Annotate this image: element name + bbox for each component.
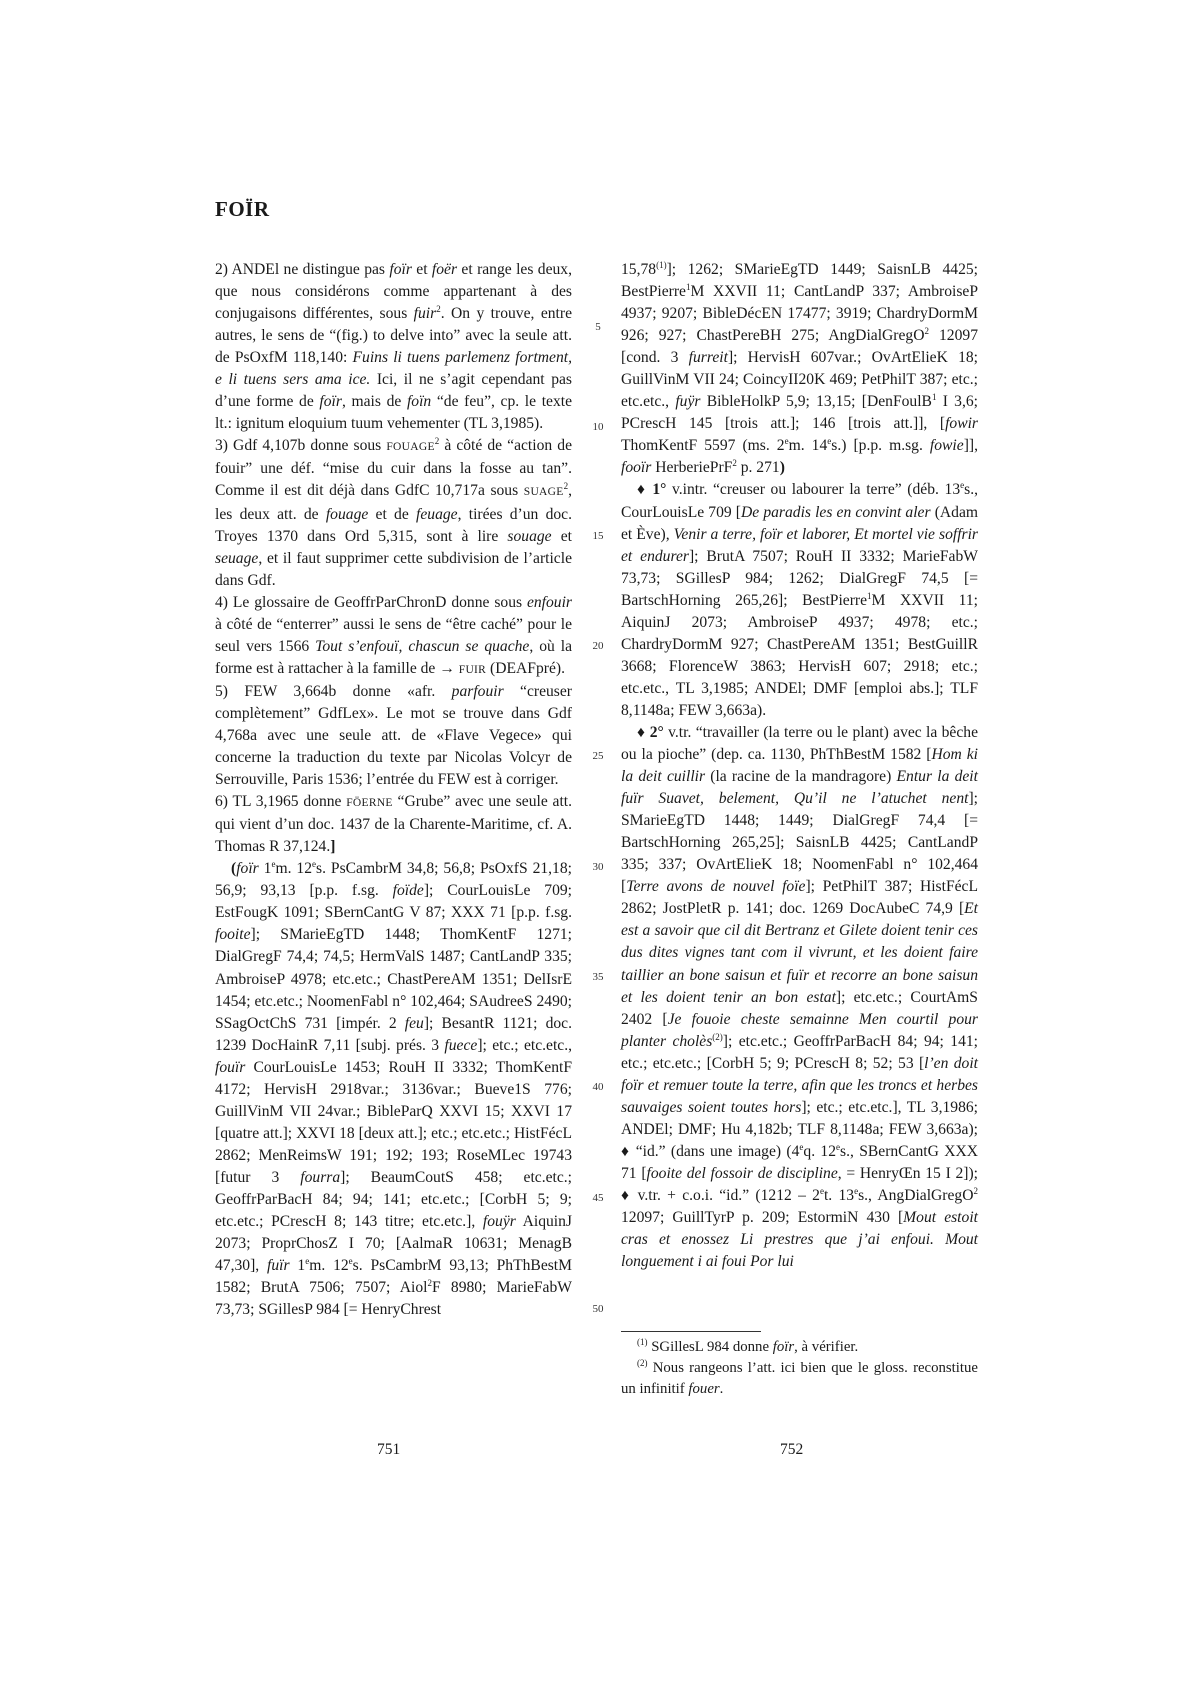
line-number: 25 (592, 750, 604, 762)
line-number: 30 (592, 861, 604, 873)
forms-paragraph: (foïr 1em. 12es. PsCambrM 34,8; 56,8; PsOxfS 21,18; 56,9; 93,13 [p.p. f.sg. foïde]; CourLouisLe 709; EstFougK 1091; SBernCantG V 87; XXX 71 [p.p. f.sg. fooite]; SMarieEgTD 1448; ThomKentF 1271; DialGregF 74,4; 74,5; HermValS 1487; CantLandP 335; AmbroiseP 4978; etc.etc.; ChastPereAM 1351; DelIsrE 1454; etc.etc.; NoomenFabl n° 102,464; SAudreeS 2490; SSagOctChS 731 [impér. 2 feu]; BesantR 1121; doc. 1239 DocHainR 7,11 [subj. prés. 3 fuece]; etc.; etc.etc., fouïr CourLouisLe 1453; RouH II 3332; ThomKentF 4172; HervisH 2918var.; 3136var.; Bueve1S 776; GuillVinM VII 24var.; BibleParQ XXVI 15; XXVI 17 [quatre att.]; XXVI 18 [deux att.]; etc.; etc.etc.; HistFécL 2862; MenReimsW 191; 192; 193; RoseMLec 19743 [futur 3 fourra]; BeaumCoutS 458; etc.etc.; GeoffrParBacH 84; 94; 141; etc.etc.; [CorbH 5; 9; etc.etc.; PCrescH 8; 143 titre; etc.etc.], fouÿr AiquinJ 2073; ProprChosZ I 70; [AalmaR 10631; MenagB 47,30], fuïr 1em. 12es. PsCambrM 93,13; PhThBestM 1582; BrutA 7506; 7507; Aiol$^2$F 8980; MarieFabW 73,73; SGillesP 984 [= HenryChrest (215, 859, 573, 1319)
footnotes (621, 1337, 978, 1400)
line-number: 10 (592, 421, 604, 433)
footnote-rule (621, 1331, 761, 1332)
note-3: 3) Gdf 4,107b donne sous FOUAGE$^2$ à côté de “action de fouir” une déf. “mise du cuir dans la fosse au tan”. Comme il est dit déjà dans GdfC 10,717a sous SUAGE$^2$, les deux att. de fouage et de feuage, tirées d’un doc. Troyes 1370 dans Ord 5,315, sont à lire souage et seuage, et il faut supprimer cette subdivision de l’article dans Gdf. (215, 436, 573, 589)
headword: FOÏR (215, 197, 270, 221)
note-4: 4) Le glossaire de GeoffrParChronD donne sous enfouir à côté de “enterrer” aussi le sens de “être caché” pour le seul vers 1566 Tout s’enfouï, chascun se quache, où la forme est à rattacher à la famille de → FUIR (DEAFpré). (215, 593, 573, 677)
note-2: 2) ANDEl ne distingue pas foïr et foër et range les deux, que nous considérons comme appartenant à des conjugaisons différentes, sous fuir$^2$. On y trouve, entre autres, le sens de “(fig.) to delve into” avec la seule att. de PsOxfM 118,140: Fuins li tuens parlemenz fortment, e li tuens sers ama ice. Ici, il ne s’agit cependant pas d’une forme de foïr, mais de foïn “de feu”, cp. le texte lt.: ignitum eloquium tuum vehementer (TL 3,1985). (215, 261, 572, 433)
page-number-left: 751 (377, 1441, 401, 1458)
right-column (621, 259, 978, 1273)
line-number: 45 (592, 1192, 604, 1204)
line-number: 35 (592, 971, 604, 983)
line-number: 20 (592, 640, 604, 652)
sense-1: ♦ 1° v.intr. “creuser ou labourer la terre” (déb. 13es., CourLouisLe 709 [De paradis les en convint aler (Adam et Ève), Venir a terre, foïr et laborer, Et mortel vie soffrir et endurer]; BrutA 7507; RouH II 3332; MarieFabW 73,73; SGillesP 984; 1262; DialGregF 74,5 [= BartschHorning 265,26]; BestPierre$^1$M XXVII 11; AiquinJ 2073; AmbroiseP 4937; 4978; etc.; ChardryDormM 927; ChastPereAM 1351; BestGuillR 3668; FlorenceW 3863; HervisH 607; 2918; etc.; etc.etc., TL 3,1985; ANDEl; DMF [emploi abs.]; TLF 8,1148a; FEW 3,663a). (621, 480, 979, 719)
forms-continuation: 15,78$^{(1)}$]; 1262; SMarieEgTD 1449; SaisnLB 4425; BestPierre$^1$M XXVII 11; CantLandP 337; AmbroiseP 4937; 9207; BibleDécEN 17477; 3919; ChardryDormM 926; 927; ChastPereBH 275; AngDialGregO$^2$ 12097 [cond. 3 furreit]; HervisH 607var.; OvArtElieK 18; GuillVinM VII 24; CoincyII20K 469; PetPhilT 387; etc.; etc.etc., fuÿr BibleHolkP 5,9; 13,15; [DenFoulB$^1$ I 3,6; PCrescH 145 [trois att.]; 146 [trois att.]], [fowir ThomKentF 5597 (ms. 2em. 14es.) [p.p. m.sg. fowie]], fooïr HerberiePrF$^2$ p. 271) (621, 259, 978, 477)
line-number: 40 (592, 1081, 604, 1093)
page-number-right: 752 (780, 1441, 804, 1458)
footnote-1: $^{(1)}$ SGillesL 984 donne foïr, à vérifier. (637, 1337, 859, 1355)
left-column (215, 259, 572, 1321)
line-number: 5 (595, 321, 601, 333)
line-number: 50 (592, 1303, 604, 1315)
line-number: 15 (592, 530, 604, 542)
note-5: 5) FEW 3,664b donne «afr. parfouir “creuser complètement” GdfLex». Le mot se trouve dans Gdf 4,768a avec une seule att. de «Flave Vegece» qui concerne la traduction du texte par Nicolas Volcyr de Serrouville, Paris 1536; l’entrée du FEW est à corriger. (215, 682, 572, 789)
footnote-2: $^{(2)}$ Nous rangeons l’att. ici bien que le gloss. reconstitue un infinitif fouer. (621, 1358, 978, 1397)
sense-2: ♦ 2° v.tr. “travailler (la terre ou le plant) avec la bêche ou la pioche” (dep. ca. 1130, PhThBestM 1582 [Hom ki la deit cuillir (la racine de la mandragore) Entur la deit fuïr Suavet, belement, Qu’il ne l’atuchet nent]; SMarieEgTD 1448; 1449; DialGregF 74,4 [= BartschHorning 265,25]; SaisnLB 4425; CantLandP 335; 337; OvArtElieK 18; NoomenFabl n° 102,464 [Terre avons de nouvel foïe]; PetPhilT 387; HistFécL 2862; JostPletR p. 141; doc. 1269 DocAubeC 74,9 [Et est a savoir que cil dit Bertranz et Gilete doient tenir ces dus dites vignes tant com il vivrunt, et les doient faire taillier an bone saisun et fuïr et recorre an bone saisun et les doient tenir an bon estat]; etc.etc.; CourtAmS 2402 [Je fouoie cheste semainne Men courtil pour planter cholès$^{(2)}$]; etc.etc.; GeoffrParBacH 84; 94; 141; etc.; etc.etc.; [CorbH 5; 9; PCrescH 8; 52; 53 [l’en doit foïr et remuer toute la terre, afin que les troncs et herbes sauvaiges soient toutes hors]; etc.; etc.etc.], TL 3,1986; ANDEl; DMF; Hu 4,182b; TLF 8,1148a; FEW 3,663a); ♦ “id.” (dans une image) (4eq. 12es., SBernCantG XXX 71 [fooite del fossoir de discipline, = HenryŒn 15 I 2]); ♦ v.tr. + c.o.i. “id.” (1212 – 2et. 13es., AngDialGregO$^2$ 12097; GuillTyrP p. 209; EstormiN 430 [Mout estoit cras et enossez Li prestres que j’ai enfoui. Mout longuement i ai foui Por lui (621, 723, 979, 1271)
note-6: 6) TL 3,1965 donne FÖERNE “Grube” avec une seule att. qui vient d’un doc. 1437 de la Charente-Maritime, cf. A. Thomas R 37,124.] (215, 793, 573, 856)
